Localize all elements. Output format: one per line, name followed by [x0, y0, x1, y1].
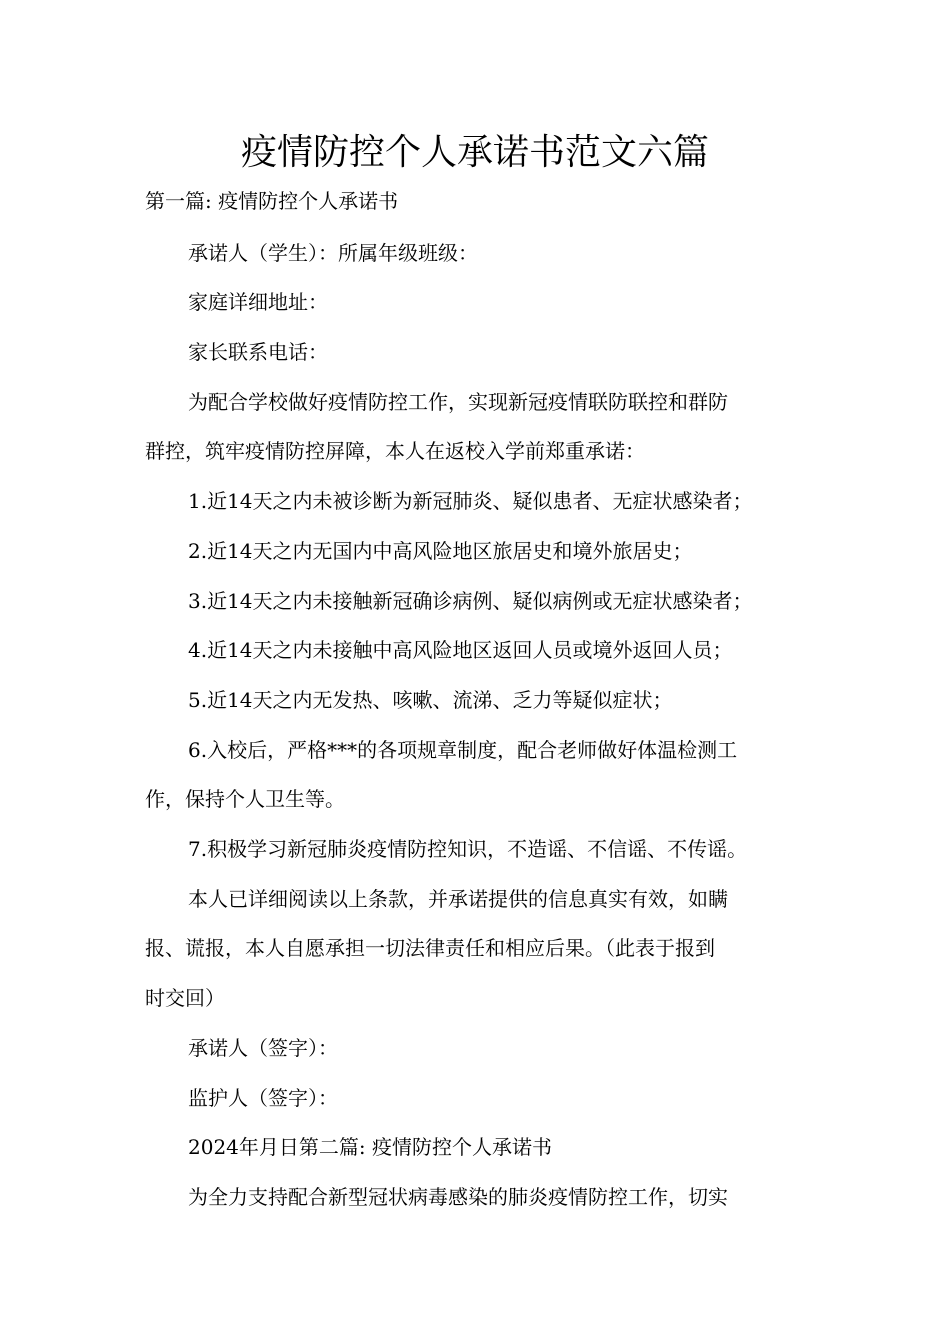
list-item: 7.积极学习新冠肺炎疫情防控知识，不造谣、不信谣、不传谣。	[188, 837, 748, 861]
paragraph-line: 家庭详细地址：	[188, 290, 328, 314]
list-item: 3.近14天之内未接触新冠确诊病例、疑似病例或无症状感染者；	[188, 589, 753, 613]
list-item: 5.近14天之内无发热、咳嗽、流涕、乏力等疑似症状；	[188, 688, 673, 712]
list-item: 作，保持个人卫生等。	[145, 787, 345, 811]
paragraph-line: 承诺人（学生）：所属年级班级：	[188, 241, 478, 265]
paragraph-line: 家长联系电话：	[188, 340, 328, 364]
list-item: 2.近14天之内无国内中高风险地区旅居史和境外旅居史；	[188, 539, 693, 563]
section-heading-1: 第一篇: 疫情防控个人承诺书	[145, 189, 399, 213]
section-heading-2: 2024年月日第二篇: 疫情防控个人承诺书	[188, 1135, 552, 1159]
signature-line: 承诺人（签字）：	[188, 1036, 338, 1060]
paragraph-line: 本人已详细阅读以上条款，并承诺提供的信息真实有效，如瞒	[188, 887, 728, 911]
document-title: 疫情防控个人承诺书范文六篇	[240, 132, 709, 173]
signature-line: 监护人（签字）：	[188, 1086, 338, 1110]
paragraph-line: 时交回）	[145, 986, 225, 1010]
paragraph-line: 为全力支持配合新型冠状病毒感染的肺炎疫情防控工作，切实	[188, 1185, 728, 1209]
list-item: 4.近14天之内未接触中高风险地区返回人员或境外返回人员；	[188, 638, 733, 662]
paragraph-line: 群控，筑牢疫情防控屏障，本人在返校入学前郑重承诺：	[145, 439, 645, 463]
paragraph-line: 为配合学校做好疫情防控工作，实现新冠疫情联防联控和群防	[188, 390, 728, 414]
list-item: 1.近14天之内未被诊断为新冠肺炎、疑似患者、无症状感染者；	[188, 489, 753, 513]
list-item: 6.入校后，严格***的各项规章制度，配合老师做好体温检测工	[188, 738, 738, 762]
paragraph-line: 报、谎报，本人自愿承担一切法律责任和相应后果。（此表于报到	[145, 936, 715, 960]
